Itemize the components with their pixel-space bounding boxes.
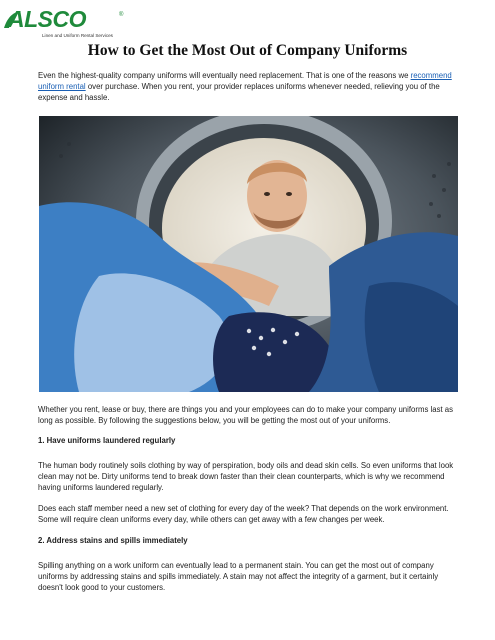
intro-text-end: over purchase. When you rent, your provider replaces uniforms whenever needed, relieving you of the expense and hassle.	[38, 82, 440, 103]
registered-mark: ®	[119, 12, 124, 18]
intro-text-start: Even the highest-quality company uniforms will eventually need replacement. That is one of the reasons we	[38, 71, 411, 80]
section-heading-laundered: 1. Have uniforms laundered regularly	[38, 436, 176, 445]
logo-tagline: Linen and Uniform Rental Services	[42, 33, 113, 38]
page-title: How to Get the Most Out of Company Uniforms	[87, 42, 408, 59]
section-heading-stains: 2. Address stains and spills immediately	[38, 536, 188, 545]
paragraph-laundered-1: The human body routinely soils clothing by way of perspiration, body oils and dead skin cells. So even uniforms that look clean may not be. Dirty uniforms tend to break down faster than their clean counterparts, which is why we recommend having uniforms laundered regularly.	[38, 461, 454, 493]
paragraph-rent-lease-buy: Whether you rent, lease or buy, there are things you and your employees can do to make your company uniforms last as long as possible. By following the suggestions below, you will be getting the most out of your uniforms.	[38, 405, 454, 426]
intro-paragraph	[38, 70, 464, 104]
paragraph-laundered-2: Does each staff member need a new set of clothing for every day of the week? That depends on the work environment. Some will require clean uniforms every day, while others can get away with a few changes per week.	[38, 504, 449, 525]
recommend-uniform-rental-link[interactable]: recommend uniform rental	[38, 71, 452, 92]
paragraph-stains-1: Spilling anything on a work uniform can eventually lead to a permanent stain. You can get the most out of company uniforms by addressing stains and spills immediately. A stain may not affect the integrity of a garment, but it certainly doesn't look good to your customers.	[38, 561, 439, 593]
logo-wordmark: ALSCO	[8, 6, 86, 32]
alsco-logo	[6, 6, 126, 40]
washing-machine-photo	[39, 116, 458, 392]
